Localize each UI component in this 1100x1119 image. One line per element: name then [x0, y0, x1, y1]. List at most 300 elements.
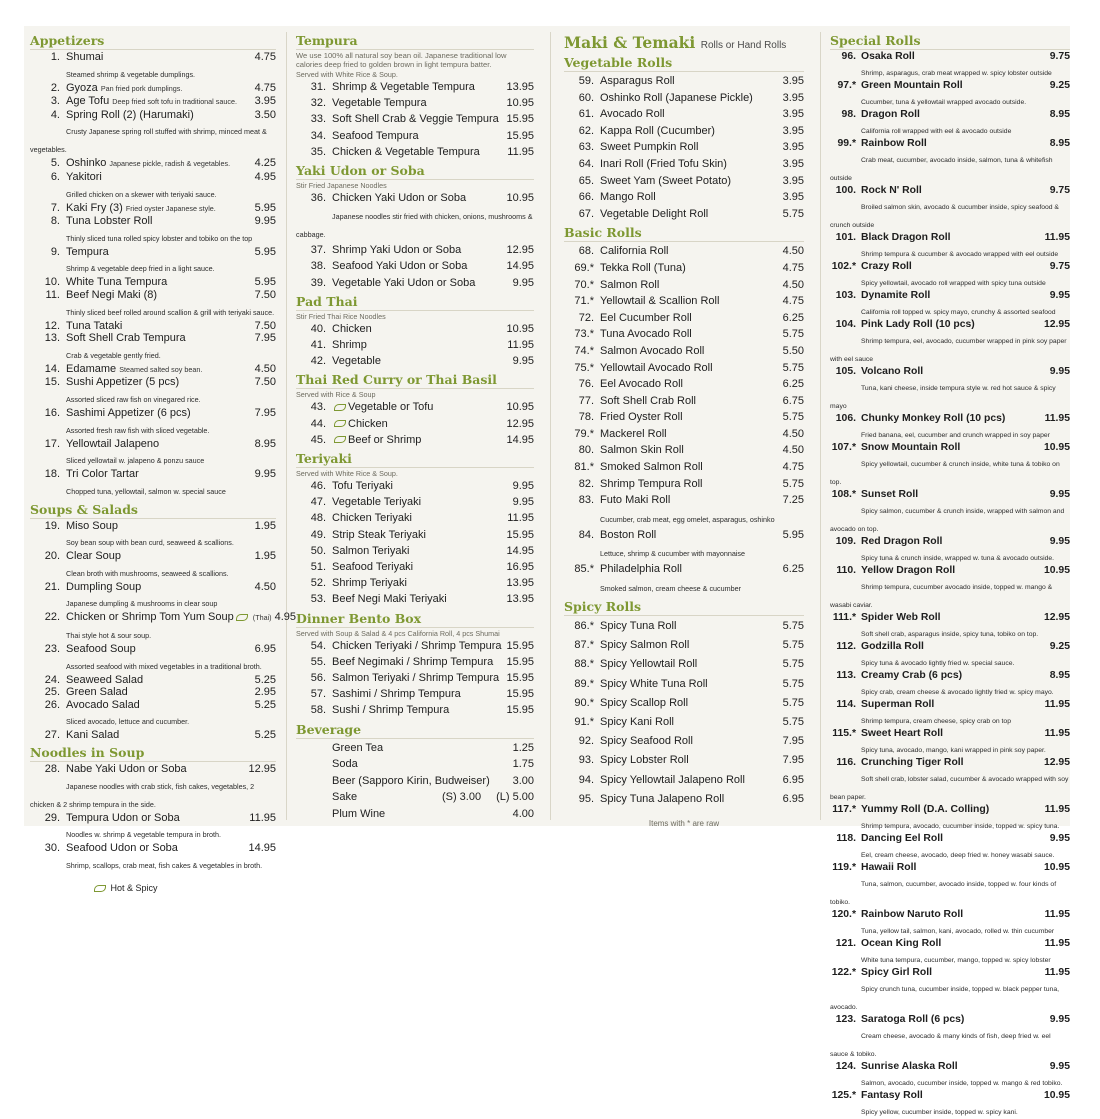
item-description: Thai style hot & sour soup.: [66, 631, 152, 641]
item-name-text: Soda: [332, 758, 358, 771]
item-number: 19.: [44, 519, 60, 532]
item-name-text: Boston Roll: [600, 528, 657, 541]
item-number: 71.*: [574, 295, 594, 308]
item-number: 40.: [310, 322, 326, 335]
item-description: Broiled salmon skin, avocado & cucumber inside, spicy seafood & crunch outside: [830, 204, 1059, 229]
menu-item: [296, 337, 534, 353]
item-name: [66, 468, 252, 481]
item-name-text: Sushi / Shrimp Tempura: [332, 704, 450, 717]
section-title-spicy: Spicy Rolls: [564, 600, 804, 616]
item-name: [600, 73, 780, 90]
item-number: 60.: [578, 91, 594, 104]
item-name: [332, 559, 503, 575]
item-name-text: Soft Shell Crab Roll: [600, 394, 696, 407]
item-name: [66, 611, 272, 625]
menu-item: [564, 561, 804, 578]
item-name-text: Rainbow Roll: [861, 138, 927, 149]
menu-item: [296, 756, 534, 773]
menu-item: [830, 938, 1070, 949]
section-title-veg: Vegetable Rolls: [564, 56, 804, 72]
item-name-text: Spicy Yellowtail Jalapeno Roll: [600, 773, 745, 786]
item-name: [600, 694, 780, 713]
item-price: 2.95: [254, 686, 276, 699]
section-note: Served with White Rice & Soup.: [296, 469, 398, 479]
menu-item: [30, 363, 276, 377]
item-price: 5.75: [782, 411, 804, 424]
item-price: 10.95: [1043, 1090, 1070, 1101]
menu-item: [30, 674, 276, 687]
menu-item: [564, 636, 804, 655]
item-number: 64.: [578, 157, 594, 170]
menu-item: [564, 277, 804, 294]
section-note: Stir Fried Thai Rice Noodles: [296, 311, 386, 321]
item-number: 47.: [310, 496, 326, 509]
item-price: 11.95: [1044, 728, 1070, 739]
item-price: 5.75: [782, 361, 804, 374]
item-name: [861, 366, 1047, 377]
item-name: [600, 636, 780, 655]
item-price: 4.50: [254, 580, 276, 593]
menu-item: [830, 641, 1070, 652]
item-description: Thinly sliced tuna rolled spicy lobster and tobiko on the top: [66, 233, 253, 243]
item-number: 104.: [835, 319, 856, 330]
item-price: 4.50: [782, 278, 804, 291]
padthai-list: [296, 321, 534, 370]
item-number: 20.: [44, 550, 60, 563]
menu-item: [564, 206, 804, 223]
item-name-text: Spicy Yellowtail Roll: [600, 658, 698, 671]
item-description: Crab meat, cucumber, avocado inside, salmon, tuna & whitefish outside: [830, 157, 1053, 182]
menu-item: [830, 80, 1070, 91]
menu-item: [830, 51, 1070, 62]
section-title-noodles: Noodles in Soup: [30, 746, 276, 762]
item-name: [66, 215, 252, 228]
noodles-list: [30, 763, 276, 873]
menu-item: [296, 591, 534, 607]
item-price: 9.95: [1049, 489, 1070, 500]
pepper-icon: [236, 614, 248, 621]
menu-item: [296, 79, 534, 95]
item-name: [66, 686, 252, 699]
item-name: [861, 489, 1047, 500]
menu-item: [830, 757, 1070, 768]
item-number: 72.: [578, 311, 594, 324]
item-number: 2.: [50, 81, 60, 94]
item-price: 11.95: [1044, 804, 1070, 815]
item-price: 9.95: [1049, 290, 1070, 301]
item-description: Grilled chicken on a skewer with teriyaki sauce.: [66, 189, 217, 199]
item-price: 11.95: [507, 339, 534, 352]
item-number: 21.: [44, 580, 60, 593]
menu-item: [830, 1061, 1070, 1072]
item-number: 61.: [578, 108, 594, 121]
item-number: 62.: [578, 124, 594, 137]
item-name: [332, 242, 503, 258]
menu-item: [30, 729, 276, 742]
item-name: [600, 790, 780, 809]
item-description: Noodles w. shrimp & vegetable tempura in broth.: [66, 830, 222, 840]
item-name: [332, 575, 503, 591]
item-name-text: Kaki Fry (3): [66, 201, 123, 214]
menu-item: [564, 393, 804, 410]
item-price: 16.95: [506, 561, 534, 574]
column-3: [564, 34, 804, 828]
menu-item: [30, 109, 276, 122]
item-description: Tuna, yellow tail, salmon, kani, avocado, rolled w. thin cucumber: [861, 928, 1055, 935]
item-name: [600, 293, 780, 310]
item-number: 75.*: [574, 361, 594, 374]
menu-item: [830, 804, 1070, 815]
menu-item: [296, 95, 534, 111]
menu-item: [30, 842, 276, 855]
item-number: 112.: [836, 641, 856, 652]
item-number: 29.: [44, 811, 60, 824]
item-number: 67.: [578, 207, 594, 220]
item-price: 7.25: [782, 494, 804, 507]
item-description: Spicy yellowtail, avocado roll wrapped with spicy tuna outside: [861, 280, 1046, 287]
section-title-curry: Thai Red Curry or Thai Basil: [296, 373, 534, 389]
item-name: [861, 833, 1047, 844]
item-name-text: Beer (Sapporo Kirin, Budweiser): [332, 774, 490, 787]
item-number: 89.*: [574, 677, 594, 690]
item-inline-desc: Deep fried soft tofu in traditional sauce.: [112, 97, 237, 107]
menu-item: [30, 215, 276, 228]
item-name: [861, 232, 1042, 243]
veg-list: [564, 73, 804, 222]
item-description: Clean broth with mushrooms, seaweed & scallions.: [66, 568, 229, 578]
item-price: 7.95: [254, 332, 276, 345]
item-number: 78.: [578, 411, 594, 424]
menu-item: [30, 438, 276, 451]
item-number: 83.: [578, 494, 594, 507]
item-price: 11.95: [1044, 967, 1070, 978]
item-number: 42.: [310, 355, 326, 368]
item-name: [861, 612, 1041, 623]
item-number: 115.*: [832, 728, 856, 739]
item-name: [861, 413, 1042, 424]
menu-item: [296, 494, 534, 510]
item-name-text: Eel Cucumber Roll: [600, 311, 692, 324]
item-price: 9.95: [512, 496, 534, 509]
item-name: [332, 756, 510, 773]
item-price: 4.95: [274, 611, 296, 624]
item-name-text: Beef Negi Maki Teriyaki: [332, 593, 447, 606]
item-number: 12.: [44, 319, 60, 332]
item-price: 1.75: [512, 758, 534, 771]
item-number: 68.: [578, 245, 594, 258]
item-number: 14.: [44, 362, 60, 375]
menu-item: [30, 812, 276, 825]
item-description: Salmon, avocado, cucumber inside, topped w. mango & red tobiko.: [861, 1080, 1063, 1087]
item-name: [600, 260, 780, 277]
section-title-bento: Dinner Bento Box: [296, 612, 534, 628]
item-name-text: Rainbow Naruto Roll: [861, 909, 964, 920]
item-name-text: Vegetable Teriyaki: [332, 496, 422, 509]
item-name: [600, 189, 780, 206]
item-price: 5.95: [254, 201, 276, 214]
item-name: [66, 332, 252, 345]
item-name: [66, 674, 252, 687]
menu-item: [564, 90, 804, 107]
section-title-yaki: Yaki Udon or Soba: [296, 164, 534, 180]
menu-item: [564, 156, 804, 173]
item-number: 39.: [310, 276, 326, 289]
section-note: Served with Rice & Soup: [296, 390, 376, 400]
item-description: Eel, cream cheese, avocado, deep fried w. honey wasabi sauce.: [861, 852, 1055, 859]
item-number: 45.: [310, 433, 326, 446]
item-number: 124.: [835, 1061, 856, 1072]
item-price: 5.75: [782, 328, 804, 341]
item-name-text: Spicy Kani Roll: [600, 716, 674, 729]
curry-list: [296, 399, 534, 448]
item-name-text: Yellowtail & Scallion Roll: [600, 295, 720, 308]
item-price: 6.95: [782, 792, 804, 805]
item-number: 6.: [50, 170, 60, 183]
item-number: 17.: [44, 437, 60, 450]
item-description: Japanese noodles stir fried with chicken, onions, mushrooms & cabbage.: [296, 212, 533, 240]
item-price: 6.25: [782, 311, 804, 324]
item-description: Cucumber, tuna & yellowtail wrapped avocado outside.: [861, 99, 1027, 106]
item-name: [600, 343, 780, 360]
item-price: 11.95: [507, 145, 534, 158]
pepper-icon: [334, 436, 346, 443]
item-name: [332, 258, 503, 274]
item-price-small: (S) 3.00: [441, 791, 482, 804]
menu-item: [830, 261, 1070, 272]
item-name: [600, 393, 780, 410]
section-note: We use 100% all natural soy bean oil. Japanese traditional low calories deep fried to golden brown in light tempura batter.: [296, 51, 507, 69]
item-name-text: Shrimp & Vegetable Tempura: [332, 81, 475, 93]
soups-list: [30, 519, 296, 742]
menu-item: [564, 123, 804, 140]
menu-item: [30, 157, 276, 171]
menu-item: [296, 575, 534, 591]
item-name-text: Kappa Roll (Cucumber): [600, 124, 715, 137]
item-number: 103.: [835, 290, 856, 301]
menu-item: [830, 290, 1070, 301]
menu-item: [830, 138, 1070, 149]
item-price: 15.95: [506, 528, 534, 541]
item-name-text: Salmon Skin Roll: [600, 444, 684, 457]
menu-item: [296, 190, 534, 206]
item-name-text: Nabe Yaki Udon or Soba: [66, 763, 187, 776]
item-number: 102.*: [831, 261, 856, 272]
pepper-icon: [334, 404, 346, 411]
item-name-text: Tuna Tataki: [66, 319, 123, 332]
item-number: 106.: [835, 413, 856, 424]
menu-item: [830, 833, 1070, 844]
item-price: 9.75: [1049, 185, 1070, 196]
item-name: [66, 320, 252, 333]
menu-item: [830, 442, 1070, 453]
menu-item: [564, 293, 804, 310]
item-number: 59.: [578, 75, 594, 87]
basic-list: [564, 243, 804, 596]
item-name-text: Chicken: [348, 417, 388, 430]
item-name-text: Mango Roll: [600, 191, 656, 204]
menu-item: [564, 376, 804, 393]
item-price: 3.95: [782, 124, 804, 137]
item-number: 41.: [310, 339, 326, 352]
spicy-list: [564, 617, 804, 809]
item-number: 97.*: [837, 80, 856, 91]
item-name-text: Spider Web Roll: [861, 612, 941, 623]
menu-item: [296, 128, 534, 144]
item-name: [861, 51, 1047, 62]
item-description: Shrimp tempura, cream cheese, spicy crab on top: [861, 718, 1011, 725]
item-number: 91.*: [574, 716, 594, 729]
menu-item: [564, 343, 804, 360]
item-price: 11.95: [1044, 413, 1070, 424]
item-price: 4.00: [512, 808, 534, 821]
item-name: [66, 202, 252, 216]
item-name: [600, 732, 780, 751]
item-name-text: Rock N' Roll: [861, 185, 922, 196]
item-price: 4.75: [782, 261, 804, 274]
item-name: [600, 527, 780, 544]
item-name-text: Seafood Soup: [66, 643, 136, 656]
item-name: [600, 310, 780, 327]
item-price: 9.95: [254, 468, 276, 481]
item-description: Assorted fresh raw fish with sliced vegetable.: [66, 425, 210, 435]
section-title-tempura: Tempura: [296, 34, 534, 50]
item-name-text: Green Salad: [66, 686, 128, 699]
item-number: 46.: [310, 480, 326, 493]
item-description: Assorted sliced raw fish on vinegared rice.: [66, 394, 201, 404]
section-note: Served with White Rice & Soup.: [296, 70, 398, 79]
item-price: 9.95: [1049, 536, 1070, 547]
item-price: 3.95: [782, 141, 804, 154]
menu-item: [296, 638, 534, 654]
item-price: 11.95: [1044, 938, 1070, 949]
column-1: [30, 33, 296, 893]
item-price: 5.75: [782, 677, 804, 690]
item-number: 113.: [836, 670, 856, 681]
tempura-list: [296, 79, 534, 160]
menu-sheet: [24, 26, 1070, 1116]
item-number: 123.: [835, 1014, 856, 1025]
item-name-text: Vegetable or Tofu: [348, 401, 434, 414]
item-price: (L) 5.00: [496, 791, 534, 804]
menu-item: [830, 967, 1070, 978]
item-number: 88.*: [574, 658, 594, 671]
menu-item: [296, 144, 534, 160]
item-number: 125.*: [831, 1090, 856, 1101]
item-name: [66, 246, 252, 259]
item-description: Assorted seafood with mixed vegetables in a traditional broth.: [66, 661, 262, 671]
item-price: 8.95: [1049, 670, 1070, 681]
item-price: 3.95: [782, 75, 804, 87]
item-name: [600, 459, 780, 476]
menu-item: [30, 82, 276, 96]
item-number: 116.: [836, 757, 856, 768]
item-name: [66, 157, 252, 171]
item-name-text: Salmon Avocado Roll: [600, 344, 705, 357]
section-title-appetizers: Appetizers: [30, 34, 276, 50]
item-name: [861, 757, 1041, 768]
item-price: 9.95: [512, 276, 534, 289]
menu-item: [564, 476, 804, 493]
item-name-text: Beef Negimaki / Shrimp Tempura: [332, 655, 494, 668]
item-name: [332, 399, 503, 415]
item-name: [861, 138, 1047, 149]
item-price: 5.75: [782, 639, 804, 652]
item-name-text: Soft Shell Crab & Veggie Tempura: [332, 113, 499, 126]
item-name: [600, 655, 780, 674]
item-name-text: Sweet Heart Roll: [861, 728, 943, 739]
item-number: 111.*: [832, 612, 856, 623]
menu-item: [296, 559, 534, 575]
item-description: White tuna tempura, cucumber, mango, topped w. spicy lobster: [861, 957, 1051, 964]
item-name: [600, 277, 780, 294]
item-description: Soft shell crab, lobster salad, cucumber & avocado wrapped with soy bean paper.: [830, 776, 1069, 801]
item-name: [332, 353, 510, 369]
menu-item: [30, 407, 276, 420]
item-name: [66, 520, 252, 533]
yaki-list: [296, 190, 534, 291]
item-number: 34.: [310, 129, 326, 142]
item-description: Spicy tuna & avocado lightly fried w. special sauce.: [861, 660, 1015, 667]
item-description: Smoked salmon, cream cheese & cucumber: [600, 584, 742, 594]
item-price: 9.95: [512, 480, 534, 493]
item-name: [332, 527, 503, 543]
item-name-text: Oshinko Roll (Japanese Pickle): [600, 91, 753, 104]
menu-item: [30, 332, 276, 345]
item-name: [861, 80, 1047, 91]
item-name-text: Seafood Tempura: [332, 129, 419, 142]
item-name: [66, 842, 245, 855]
item-price: 5.75: [782, 207, 804, 220]
menu-item: [296, 702, 534, 718]
item-description: Crab & vegetable gently fried.: [66, 350, 161, 360]
item-name-text: Saratoga Roll (6 pcs): [861, 1014, 965, 1025]
item-name-text: Avocado Roll: [600, 108, 665, 121]
item-number: 23.: [44, 643, 60, 656]
pepper-icon: [94, 885, 106, 892]
item-number: 69.*: [574, 261, 594, 274]
item-price: 5.95: [254, 245, 276, 258]
item-name: [600, 561, 780, 578]
item-price: 12.95: [1043, 757, 1070, 768]
menu-item: [564, 713, 804, 732]
maki-subtitle: Rolls or Hand Rolls: [700, 40, 787, 51]
menu-item: [830, 319, 1070, 330]
item-name: [332, 543, 503, 559]
item-name: [332, 686, 503, 702]
menu-item: [30, 95, 276, 109]
item-name: [600, 123, 780, 140]
item-name: [332, 773, 510, 790]
menu-item: [564, 790, 804, 809]
item-name-text: Fried Oyster Roll: [600, 411, 683, 424]
item-number: 121.: [835, 938, 856, 949]
item-price: 9.95: [1049, 366, 1070, 377]
item-name: [600, 476, 780, 493]
menu-item: [564, 442, 804, 459]
item-name-text: Vegetable Delight Roll: [600, 207, 709, 220]
item-number: 31.: [310, 81, 326, 93]
item-name: [66, 729, 252, 742]
item-name-text: Hawaii Roll: [861, 862, 917, 873]
menu-item: [296, 478, 534, 494]
section-title-maki: [564, 34, 804, 55]
item-description: Soy bean soup with bean curd, seaweed & scallions.: [66, 538, 234, 548]
menu-item: [830, 728, 1070, 739]
item-description: Spicy crab, cream cheese & avocado lightly fried w. spicy mayo.: [861, 689, 1054, 696]
item-name-text: Yellowtail Avocado Roll: [600, 361, 713, 374]
item-price: 5.95: [254, 276, 276, 289]
item-name-text: Vegetable Tempura: [332, 97, 427, 110]
